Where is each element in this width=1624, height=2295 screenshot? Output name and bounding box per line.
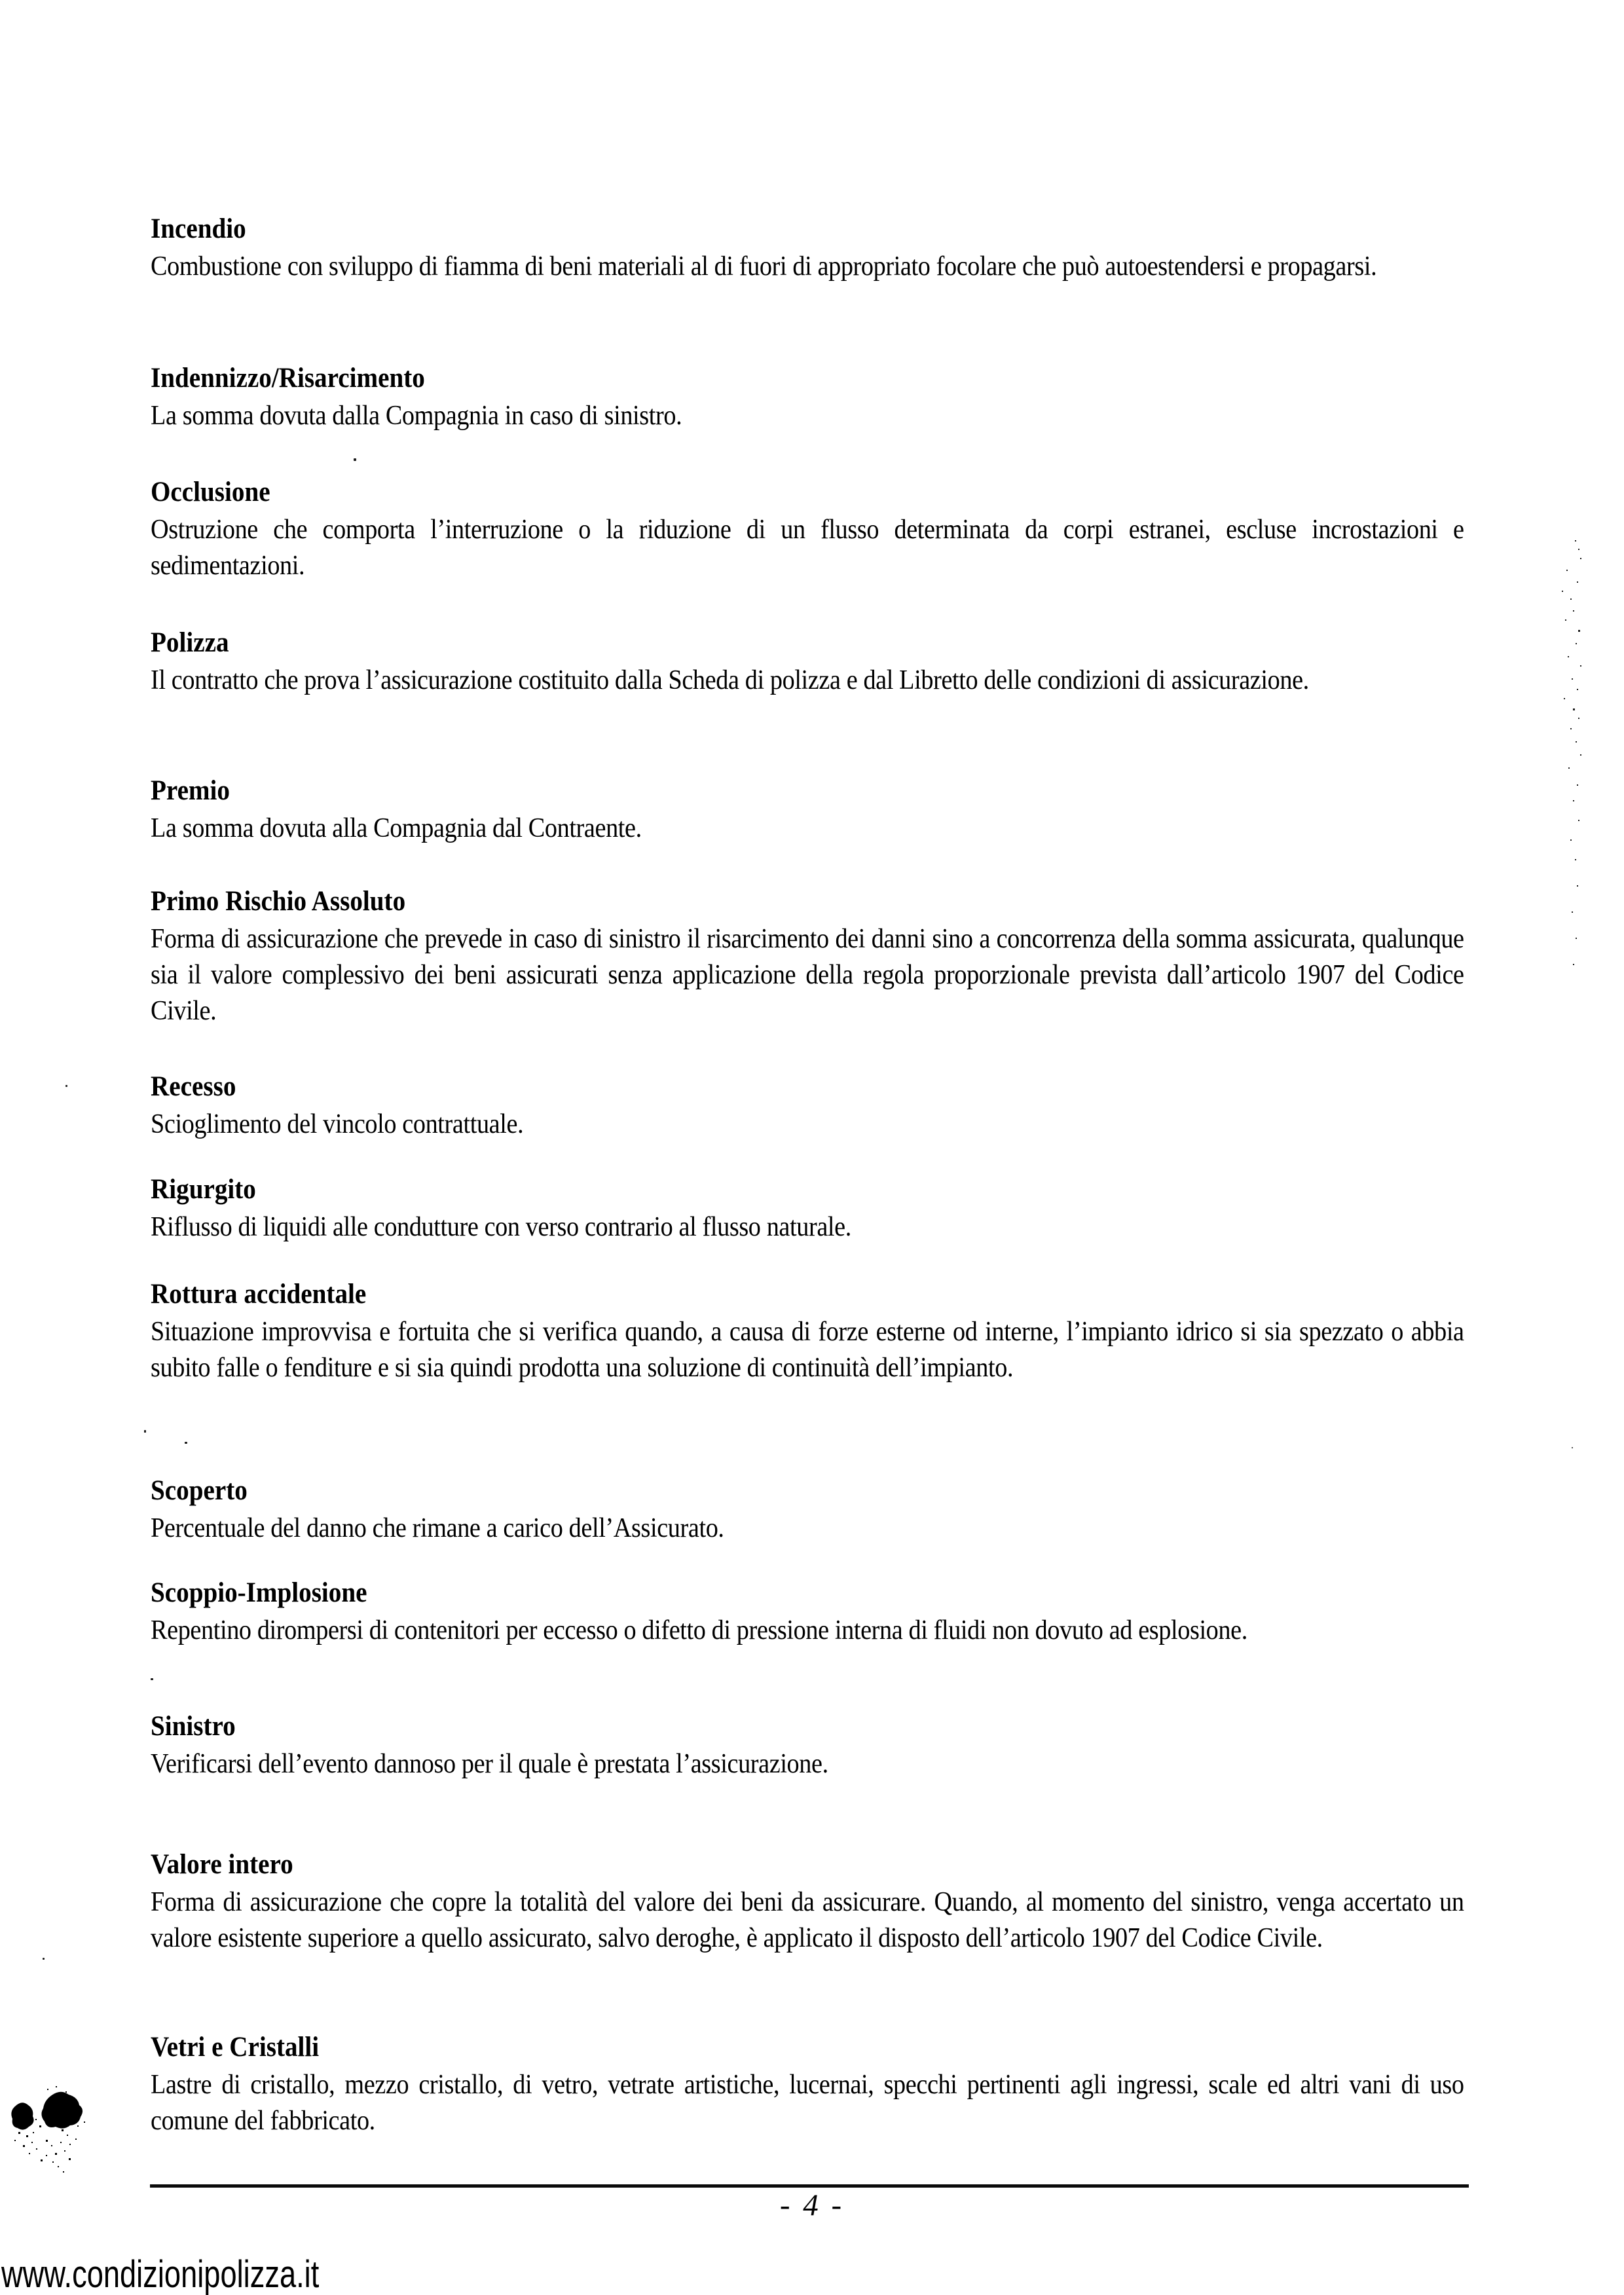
term-definition: Combustione con sviluppo di fiamma di beni materiali al di fuori di appropriato focolare che può autoestendersi e propagarsi. [151, 251, 1377, 282]
term-definition: Riflusso di liquidi alle condutture con verso contrario al flusso naturale. [151, 1212, 851, 1242]
glossary-section-valore-intero [151, 1846, 1464, 1956]
watermark-url: www.condizionipolizza.it [1, 2253, 320, 2295]
term-definition: Percentuale del danno che rimane a carico dell’Assicurato. [151, 1513, 724, 1543]
term-heading: Premio [151, 775, 230, 806]
term-heading: Recesso [151, 1071, 236, 1102]
footer-rule [150, 2184, 1469, 2188]
term-heading: Incendio [151, 213, 246, 244]
glossary-section-recesso [151, 1069, 1464, 1143]
ink-blot-artifact [7, 2080, 93, 2179]
glossary-section-sinistro [151, 1708, 1464, 1782]
term-heading: Vetri e Cristalli [151, 2032, 320, 2063]
term-definition: Forma di assicurazione che copre la totalità del valore dei beni da assicurare. Quando, al momento del sinistro, venga accertato un valore esistente superiore a quello assicurato, salvo deroghe, è applicato il disposto dell’articolo 1907 del Codice Civile. [151, 1887, 1464, 1953]
term-definition: Forma di assicurazione che prevede in caso di sinistro il risarcimento dei danni sino a concorrenza della somma assicurata, qualunque sia il valore complessivo dei beni assicurati senza applicazione della regola proporzionale prevista dall’articolo 1907 del Codice Civile. [151, 924, 1464, 1026]
term-definition: Scioglimento del vincolo contrattuale. [151, 1109, 524, 1139]
glossary-section-primo-rischio-assoluto [151, 883, 1464, 1029]
term-definition: Situazione improvvisa e fortuita che si verifica quando, a causa di forze esterne od interne, l’impianto idrico si sia spezzato o abbia subito falle o fenditure e si sia quindi prodotta una soluzione di continuità dell’impianto. [151, 1317, 1464, 1383]
term-heading: Primo Rischio Assoluto [151, 886, 406, 917]
term-heading: Rottura accidentale [151, 1279, 367, 1310]
glossary-section-scoperto [151, 1473, 1464, 1547]
glossary-section-vetri-e-cristalli [151, 2029, 1464, 2139]
term-heading: Polizza [151, 627, 229, 658]
term-heading: Occlusione [151, 477, 270, 507]
term-heading: Valore intero [151, 1849, 293, 1880]
glossary-section-premio [151, 773, 1464, 847]
scan-speck [151, 1678, 153, 1680]
scan-speck [1572, 1447, 1573, 1448]
scan-speckles [1559, 530, 1588, 989]
term-definition: Repentino dirompersi di contenitori per eccesso o difetto di pressione interna di fluidi non dovuto ad esplosione. [151, 1615, 1247, 1645]
term-definition: La somma dovuta dalla Compagnia in caso di sinistro. [151, 401, 682, 431]
term-heading: Rigurgito [151, 1174, 256, 1205]
page-number: - 4 - [779, 2188, 845, 2222]
glossary-section-rigurgito [151, 1171, 1464, 1245]
scan-speck [43, 1958, 45, 1960]
term-definition: Lastre di cristallo, mezzo cristallo, di vetro, vetrate artistiche, lucernai, specchi pertinenti agli ingressi, scale ed altri vani di uso comune del fabbricato. [151, 2070, 1464, 2136]
glossary-section-polizza [151, 625, 1464, 699]
glossary-section-rottura-accidentale [151, 1276, 1464, 1386]
scan-speck [354, 458, 356, 461]
glossary-section-incendio [151, 211, 1464, 285]
term-definition: Il contratto che prova l’assicurazione costituito dalla Scheda di polizza e dal Libretto delle condizioni di assicurazione. [151, 665, 1309, 695]
term-heading: Indennizzo/Risarcimento [151, 363, 425, 394]
scan-speck [185, 1442, 187, 1444]
term-definition: Ostruzione che comporta l’interruzione o la riduzione di un flusso determinata da corpi estranei, escluse incrostazioni e sedimentazioni. [151, 515, 1464, 581]
glossary-section-scoppio-implosione [151, 1575, 1464, 1649]
term-definition: Verificarsi dell’evento dannoso per il quale è prestata l’assicurazione. [151, 1749, 828, 1779]
glossary-section-indennizzo [151, 360, 1464, 434]
glossary-text-column [151, 0, 1464, 2295]
term-heading: Scoppio-Implosione [151, 1577, 367, 1608]
scan-speck [65, 1085, 67, 1087]
glossary-section-occlusione [151, 474, 1464, 584]
scan-speck [144, 1430, 146, 1433]
term-heading: Sinistro [151, 1711, 236, 1742]
term-heading: Scoperto [151, 1475, 248, 1506]
term-definition: La somma dovuta alla Compagnia dal Contraente. [151, 813, 642, 843]
